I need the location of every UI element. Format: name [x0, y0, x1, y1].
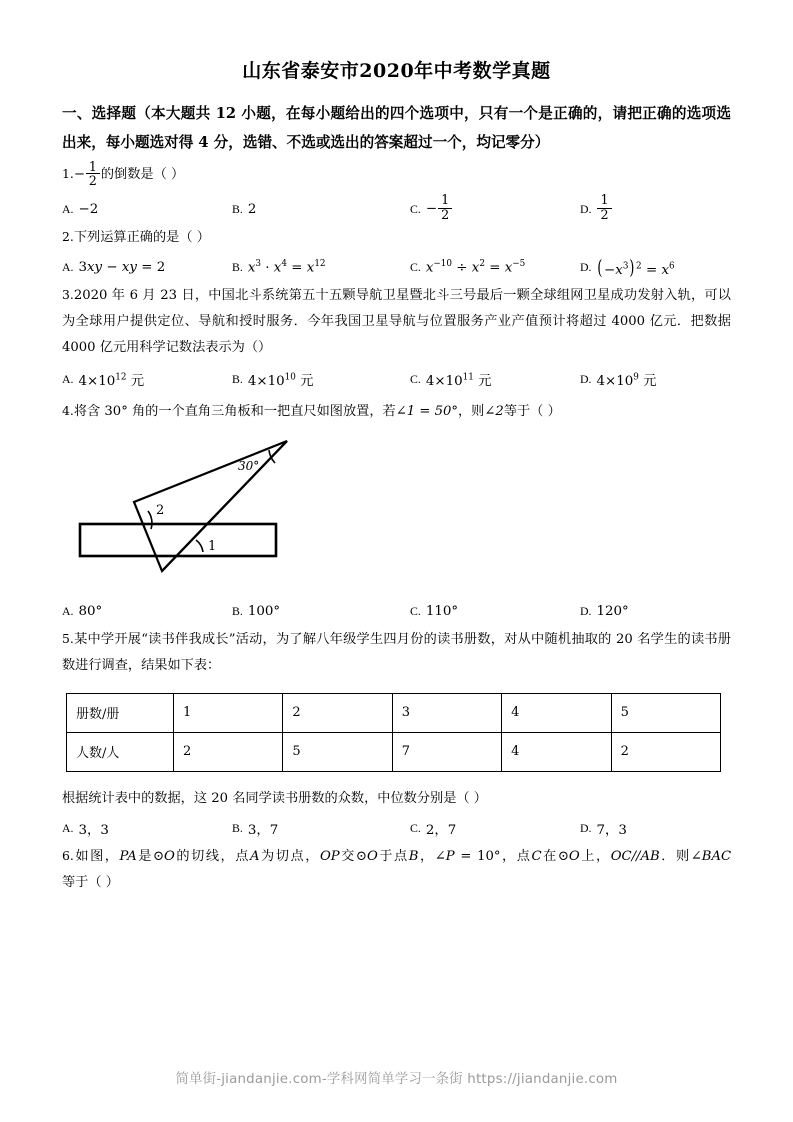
option-label: D.	[580, 371, 592, 386]
option-4-c[interactable]	[410, 604, 580, 619]
option-label: A.	[62, 820, 74, 835]
table-cell: 4	[502, 732, 611, 771]
q6-m2: O	[164, 849, 175, 865]
question-3	[62, 283, 731, 391]
table-row	[67, 693, 721, 732]
question-1-options	[62, 195, 731, 223]
option-value: $\frac{1}{2}$	[596, 195, 612, 223]
q6-p4: 为切点，	[259, 849, 320, 865]
q6-m9: O	[568, 849, 580, 865]
ruler-rectangle	[80, 524, 276, 556]
question-5-number: 5.	[62, 631, 74, 647]
triangle-ruler-svg	[72, 428, 392, 588]
question-6-stem	[62, 844, 731, 895]
option-label: B.	[232, 371, 243, 386]
question-3-stem	[62, 283, 731, 360]
q6-p3: 的切线，点	[174, 849, 250, 865]
option-value: 80°	[78, 603, 103, 619]
fraction-denominator: 2	[86, 173, 100, 187]
q6-p6: 于点	[377, 849, 409, 865]
question-1-stem	[62, 158, 731, 189]
option-label: B.	[232, 603, 243, 618]
question-4-options	[62, 599, 731, 623]
fraction-numerator: 1	[88, 158, 97, 174]
q4-angle-2: ∠2	[484, 404, 504, 420]
q6-m7: ∠P	[434, 849, 455, 865]
question-5	[62, 627, 731, 840]
option-value: $x^{-10} \div x^2 = x^{-5}$	[425, 258, 526, 276]
option-label: D.	[580, 603, 592, 618]
option-label: D.	[580, 201, 592, 216]
option-value: 2	[247, 201, 257, 217]
question-2	[62, 227, 731, 279]
option-value: 2，7	[425, 822, 457, 838]
option-label: B.	[232, 201, 243, 216]
table-cell: 2	[174, 732, 283, 771]
option-label: C.	[410, 201, 421, 216]
page-footer: 简单街-jiandanjie.com-学科网简单学习一条街 https://jiandanjie.com	[175, 1072, 618, 1087]
page-title: 山东省泰安市2020年中考数学真题	[242, 60, 551, 82]
q6-p10: 上，	[579, 849, 611, 865]
option-value: 3xy − xy = 2	[78, 259, 166, 275]
option-1-c[interactable]	[410, 195, 580, 223]
option-5-c[interactable]	[410, 819, 580, 838]
q4-angle-1: ∠1 = 50	[395, 404, 452, 420]
question-1	[62, 158, 731, 223]
q6-p7: ，	[418, 849, 435, 865]
angle-1-arc	[196, 540, 203, 552]
q6-m10: OC//AB	[610, 849, 660, 865]
option-label: D.	[580, 259, 592, 274]
question-1-fraction	[86, 160, 100, 187]
option-5-b[interactable]	[232, 819, 410, 838]
table-cell: 5	[611, 693, 720, 732]
angle-1-label: 1	[208, 539, 217, 555]
q4-part-4: ，则	[457, 404, 485, 420]
option-2-a[interactable]	[62, 260, 232, 275]
table-cell: 5	[283, 732, 392, 771]
option-3-d[interactable]	[580, 370, 657, 389]
option-label: A.	[62, 259, 74, 274]
question-2-stem	[62, 227, 731, 248]
q6-p8: = 10°，点	[454, 849, 532, 865]
question-3-options	[62, 367, 731, 391]
option-value: $x^3 \cdot x^4 = x^{12}$	[247, 258, 326, 276]
option-4-b[interactable]	[232, 604, 410, 619]
option-label: C.	[410, 259, 421, 274]
option-value: 3，3	[78, 822, 109, 838]
q6-m4: OP	[319, 849, 340, 865]
option-value: $(-x^3)^2 = x^6$	[597, 255, 675, 279]
option-5-d[interactable]	[580, 819, 627, 838]
triangle-inner-edge	[162, 441, 287, 571]
q6-m3: A	[249, 849, 260, 865]
option-3-a[interactable]	[62, 370, 232, 389]
option-4-d[interactable]	[580, 604, 629, 619]
q6-m6: B	[408, 849, 419, 865]
question-4-figure	[72, 428, 731, 592]
table-cell: 2	[611, 732, 720, 771]
option-2-b[interactable]	[232, 259, 410, 275]
table-cell: 4	[502, 693, 611, 732]
option-value: 100°	[247, 603, 281, 619]
question-3-stem-text: 2020 年 6 月 23 日，中国北斗系统第五十五颗导航卫星暨北斗三号最后一颗全球组网卫星成功发射入轨，可以为全球用户提供定位、导航和授时服务．今年我国卫星导航与位置服务产业产值预计将超过 4000 亿元．把数据 4000 亿元用科学记数法表示为（）	[62, 288, 731, 355]
option-label: A.	[62, 603, 74, 618]
table-cell: 2	[283, 693, 392, 732]
angle-2-label: 2	[156, 503, 165, 519]
option-label: C.	[410, 603, 421, 618]
option-label: D.	[580, 820, 592, 835]
option-value: $4\times 10^9$ 元	[596, 372, 657, 389]
question-2-stem-text: 下列运算正确的是（ ）	[73, 230, 210, 246]
q6-p5: 交⊙	[339, 849, 367, 865]
row-header: 人数/人	[67, 732, 174, 771]
option-value: $4\times 10^{12}$ 元	[78, 372, 145, 389]
option-label: B.	[232, 820, 243, 835]
reading-count-table	[66, 693, 721, 772]
question-1-stem-text: 的倒数是（ ）	[100, 167, 185, 183]
option-2-c[interactable]	[410, 259, 580, 275]
option-1-b[interactable]	[232, 202, 410, 217]
question-4-number: 4.	[62, 403, 74, 419]
option-value: $4\times 10^{10}$ 元	[247, 372, 314, 389]
option-3-c[interactable]	[410, 370, 580, 389]
option-value: 7，3	[596, 822, 627, 838]
option-4-a[interactable]	[62, 604, 232, 619]
question-4	[62, 401, 731, 623]
q6-m1: PA	[119, 849, 137, 865]
option-label: A.	[62, 371, 74, 386]
table-row	[67, 732, 721, 771]
question-2-number: 2.	[62, 229, 74, 245]
question-3-number: 3.	[62, 287, 74, 303]
question-1-number: 1.	[62, 166, 74, 182]
option-value: −2	[78, 201, 99, 217]
option-value: − $\frac{1}{2}$	[426, 195, 453, 223]
question-4-stem: 4.将含 30° 角的一个直角三角板和一把直尺如图放置，若∠1 = 50°，则∠2等于（ ）	[62, 403, 561, 420]
section-instruction: 一、选择题（本大题共 12 小题，在每小题给出的四个选项中，只有一个是正确的，请把正确的选项选出来，每小题选对得 4 分，选错、不选或选出的答案超过一个，均记零分）	[62, 104, 731, 151]
q4-part-1: 将含 30	[73, 404, 122, 420]
question-1-minus: −	[73, 167, 85, 183]
row-header: 册数/册	[67, 693, 174, 732]
question-5-stem-text: 某中学开展“读书伴我成长”活动，为了解八年级学生四月份的读书册数，对从中随机抽取的 20 名学生的读书册数进行调查，结果如下表：	[62, 632, 731, 674]
angle-2-arc	[148, 511, 152, 529]
q6-m11: ∠BAC	[690, 849, 732, 865]
table-cell: 1	[174, 693, 283, 732]
option-value: 110°	[425, 603, 459, 619]
option-5-a[interactable]	[62, 819, 232, 838]
option-label: C.	[410, 820, 421, 835]
option-1-d[interactable]	[580, 195, 613, 223]
question-5-stem-after-table: 根据统计表中的数据，这 20 名同学读书册数的众数，中位数分别是（ ）	[62, 790, 487, 806]
q6-p9: 在⊙	[541, 849, 569, 865]
option-value: 120°	[596, 603, 629, 619]
question-5-options	[62, 816, 731, 840]
option-1-a[interactable]	[62, 202, 232, 217]
option-label: B.	[232, 259, 243, 274]
option-value: $4\times 10^{11}$ 元	[425, 372, 492, 389]
q4-part-2: 角的一个直角三角板和一把直尺如图放置，若	[131, 404, 396, 420]
angle-30-label: 30°	[238, 459, 260, 474]
question-5-stem	[62, 627, 731, 678]
q6-p2: 是⊙	[136, 849, 165, 865]
table-cell: 3	[392, 693, 501, 732]
q6-p12: 等于（ ）	[62, 874, 119, 890]
option-3-b[interactable]	[232, 370, 410, 389]
option-label: A.	[62, 201, 74, 216]
table-cell: 7	[392, 732, 501, 771]
option-2-d[interactable]	[580, 256, 675, 279]
question-6	[62, 844, 731, 895]
q6-p1: 如图，	[73, 849, 120, 865]
q6-m8: C	[531, 849, 542, 865]
question-2-options	[62, 255, 731, 279]
q6-m5: O	[366, 849, 378, 865]
question-6-number: 6.	[62, 848, 74, 864]
option-value: 3，7	[247, 822, 279, 838]
q6-p11: ．则	[659, 849, 691, 865]
q4-part-6: 等于（ ）	[503, 404, 561, 420]
option-label: C.	[410, 371, 421, 386]
